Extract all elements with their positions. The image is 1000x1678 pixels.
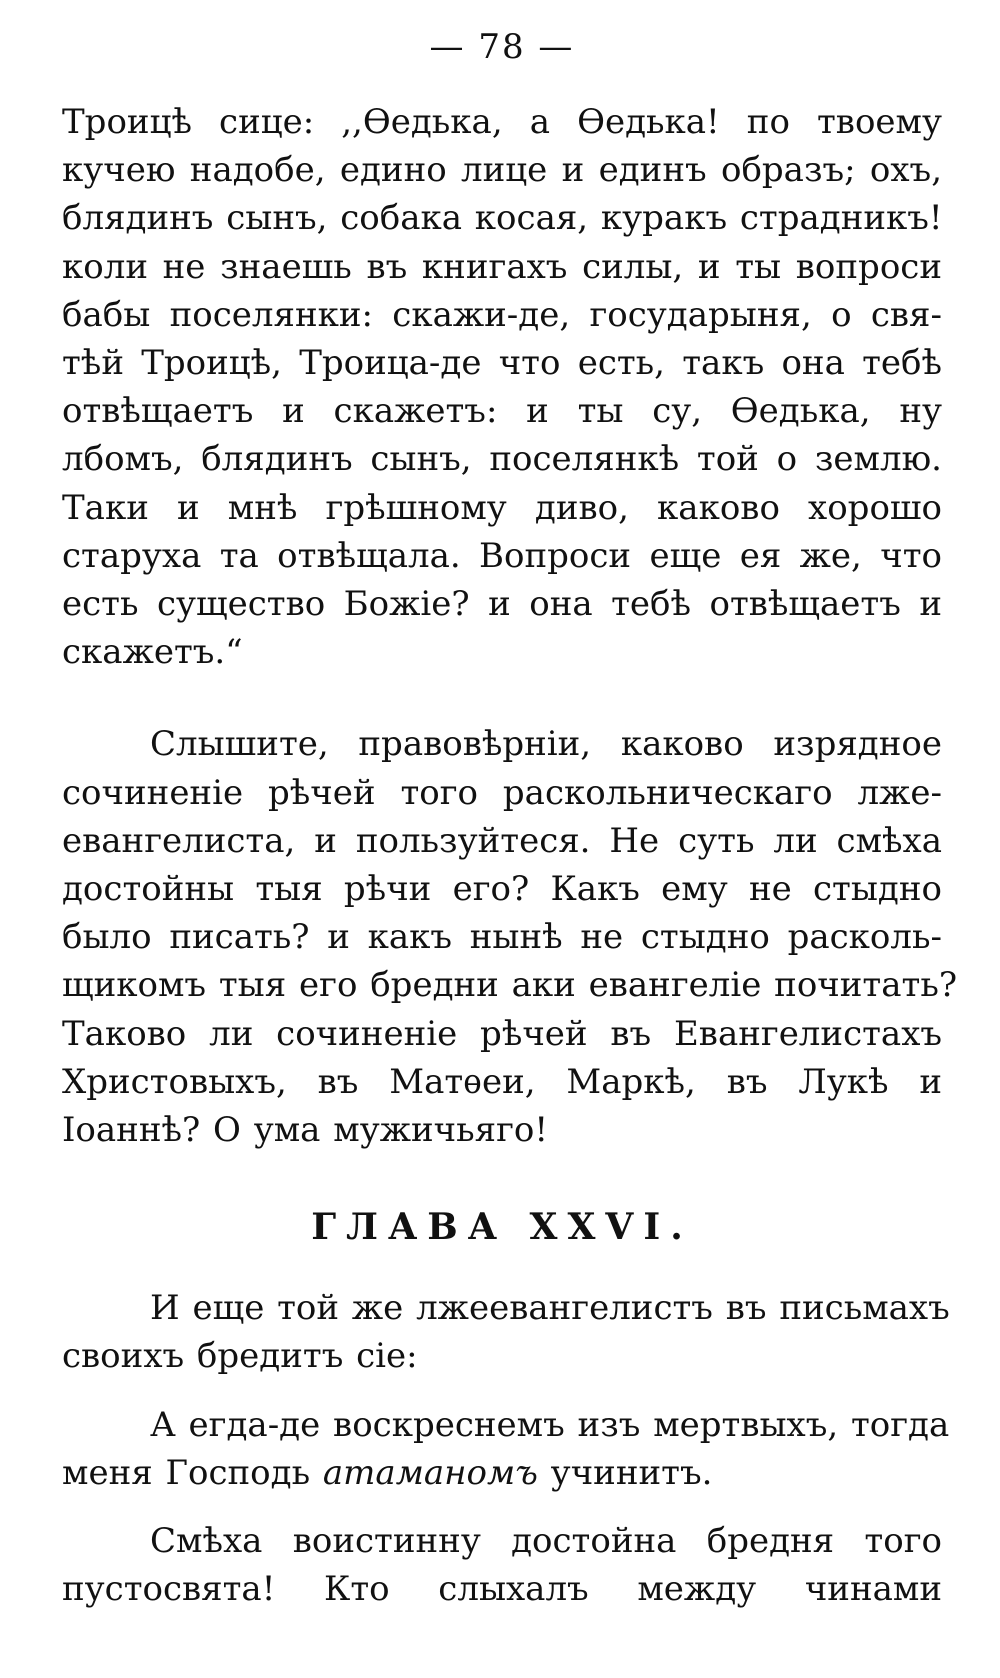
page-number: — 78 — — [429, 27, 575, 67]
text-line: Таки и мнѣ грѣшному диво, каково хорошо — [62, 487, 942, 528]
text-line: пустосвята! Кто слыхалъ между чинами — [62, 1569, 942, 1610]
text-line: лбомъ, блядинъ сынъ, поселянкѣ той о землю. — [62, 439, 942, 480]
text-line: кучею надобе, едино лице и единъ образъ; охъ, — [62, 150, 942, 191]
text-line: бабы поселянки: скажи-де, государыня, о свя- — [62, 294, 942, 335]
paragraph-quote — [62, 98, 942, 676]
paragraph-commentary — [62, 720, 958, 1154]
text-line: сочиненіе рѣчей того раскольническаго лже- — [62, 772, 942, 813]
text-line: отвѣщаетъ и скажетъ: и ты су, Ѳедька, ну — [62, 391, 942, 432]
book-page — [62, 22, 958, 1613]
text-line: тѣй Троицѣ, Троица-де что есть, такъ она тебѣ — [62, 343, 942, 384]
text-line: достойны тыя рѣчи его? Какъ ему не стыдно — [62, 869, 942, 910]
text-line: Слышите, правовѣрніи, каково изрядное — [150, 724, 942, 765]
text-line: Таково ли сочиненіе рѣчей въ Евангелистахъ — [62, 1013, 942, 1054]
text-line: А егда-де воскреснемъ изъ мертвыхъ, тогда — [150, 1404, 950, 1445]
text-line: Христовыхъ, въ Матѳеи, Маркѣ, въ Лукѣ и — [62, 1061, 942, 1102]
text-segment: учинитъ. — [537, 1452, 713, 1493]
text-line: есть существо Божіе? и она тебѣ отвѣщаетъ и — [62, 584, 942, 625]
text-line: Троицѣ сице: ,,Ѳедька, а Ѳедька! по твоему — [62, 102, 942, 142]
text-line — [62, 1449, 942, 1497]
italic-word: атаманомъ — [322, 1452, 538, 1493]
chapter-heading: ГЛАВА XXVI. — [311, 1206, 693, 1249]
text-line: блядинъ сынъ, собака косая, куракъ страдникъ! — [62, 198, 943, 239]
text-segment: меня Господь — [62, 1452, 323, 1493]
text-line: щикомъ тыя его бредни аки евангеліе почитать? — [62, 965, 958, 1006]
paragraph-citation — [62, 1401, 950, 1497]
text-line: было писать? и какъ нынѣ не стыдно расколь- — [62, 917, 942, 958]
text-line: старуха та отвѣщала. Вопроси еще ея же, что — [62, 535, 942, 576]
text-line: И еще той же лжеевангелистъ въ письмахъ — [150, 1288, 950, 1329]
paragraph-response — [62, 1517, 942, 1613]
paragraph-intro — [62, 1284, 950, 1380]
text-line: евангелиста, и пользуйтеся. Не суть ли смѣха — [62, 820, 942, 861]
text-line: скажетъ.“ — [62, 632, 243, 673]
text-line: своихъ бредитъ сіе: — [62, 1336, 418, 1377]
text-line: Смѣха воистинну достойна бредня того — [150, 1521, 942, 1562]
text-line: Іоаннѣ? О ума мужичьяго! — [62, 1110, 549, 1151]
text-line: коли не знаешь въ книгахъ силы, и ты вопроси — [62, 246, 942, 287]
